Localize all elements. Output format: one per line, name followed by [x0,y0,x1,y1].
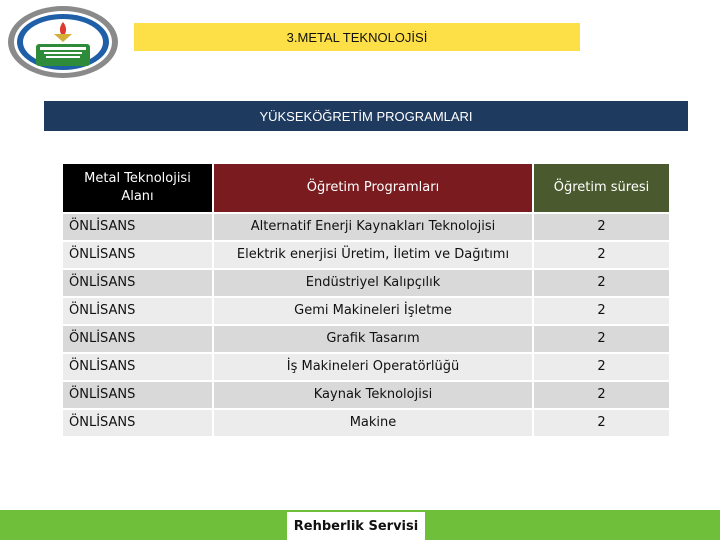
table-row [63,353,669,381]
cell-level: ÖNLİSANS [63,213,213,241]
cell-program: Alternatif Enerji Kaynakları Teknolojisi [213,213,533,241]
cell-program: Elektrik enerjisi Üretim, İletim ve Dağıtımı [213,241,533,269]
cell-program: İş Makineleri Operatörlüğü [213,353,533,381]
cell-level: ÖNLİSANS [63,269,213,297]
table-header-row [63,164,669,213]
cell-duration: 2 [533,297,669,325]
cell-program: Endüstriyel Kalıpçılık [213,269,533,297]
cell-program: Grafik Tasarım [213,325,533,353]
cell-program: Kaynak Teknolojisi [213,381,533,409]
cell-program: Gemi Makineleri İşletme [213,297,533,325]
cell-level: ÖNLİSANS [63,381,213,409]
cell-level: ÖNLİSANS [63,409,213,436]
table-row [63,241,669,269]
table-row [63,381,669,409]
cell-duration: 2 [533,353,669,381]
school-logo [6,4,120,80]
table-row [63,269,669,297]
table-row [63,213,669,241]
table-row [63,297,669,325]
cell-duration: 2 [533,381,669,409]
cell-duration: 2 [533,409,669,436]
page-title-bar [134,23,580,51]
table-row [63,409,669,436]
page-title: 3.METAL TEKNOLOJİSİ [286,29,428,45]
cell-duration: 2 [533,269,669,297]
cell-level: ÖNLİSANS [63,297,213,325]
footer-label: Rehberlik Servisi [293,518,419,534]
programs-table [63,164,669,436]
footer-label-box [287,512,425,540]
school-emblem-icon [6,4,120,80]
column-header-duration: Öğretim süresi [533,164,669,213]
table-row [63,325,669,353]
section-title: YÜKSEKÖĞRETİM PROGRAMLARI [259,108,473,124]
column-header-programs: Öğretim Programları [213,164,533,213]
column-header-field: Metal Teknolojisi Alanı [63,164,213,213]
cell-duration: 2 [533,213,669,241]
cell-duration: 2 [533,241,669,269]
cell-level: ÖNLİSANS [63,241,213,269]
cell-program: Makine [213,409,533,436]
section-title-bar [44,101,688,131]
cell-level: ÖNLİSANS [63,353,213,381]
cell-duration: 2 [533,325,669,353]
cell-level: ÖNLİSANS [63,325,213,353]
